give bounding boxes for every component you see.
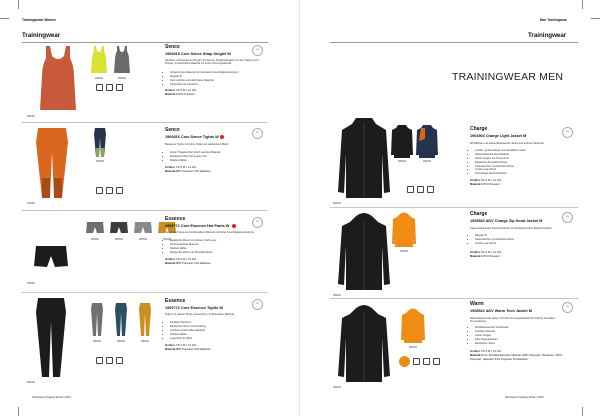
feature-item: • Leichte, geräuschlose und winddichte Jacke (475, 149, 575, 153)
feature-item: • Flatlock-Nähte (170, 333, 270, 337)
feature-item: • Wasserabweisendes Material (475, 153, 575, 157)
swatch-code: 595000 (163, 238, 171, 241)
feature-list (470, 234, 575, 246)
product-description: Weiches und bequemes Singlet mit dünnen Spaghettiträgern für das Training und Fitness. Funktionelles Material mit hoher Atmungsaktivität. (165, 59, 259, 66)
swatch-code: 980000 (141, 340, 149, 343)
material-value: 100% Polyester (481, 254, 500, 258)
spec-block (470, 251, 502, 259)
new-marker (220, 135, 224, 139)
feature-icons (96, 357, 123, 364)
swatch-code: 999000 (118, 77, 126, 80)
material-label: Material: (165, 347, 177, 351)
feature-item: • Elastischer Saum (475, 342, 575, 346)
sizes-label: Größen: (165, 166, 176, 169)
page-category: Trainingswear Women (22, 18, 56, 22)
feature-item: • Große Logo-Prints (475, 168, 575, 172)
jacket-swatch-black (391, 125, 413, 159)
feature-item: • Regular fit (475, 234, 575, 238)
product-name: Charge (470, 126, 488, 132)
product-sku: 1906815 Core Sence Strap Singlet W (165, 52, 231, 56)
section-title: Trainingwear (528, 32, 567, 39)
spec-block (165, 166, 211, 174)
product-divider (22, 292, 268, 293)
certification-badge: XS (252, 128, 263, 139)
material-value: 100% Polyester (481, 182, 500, 186)
jacket-main-image (338, 118, 390, 200)
product-description: Bequeme Tights mit hoher Taille und elastischem Bund. (165, 143, 229, 146)
material-value: 88% Polyester 12% Elasthan (176, 347, 211, 351)
breathable-icon (96, 187, 103, 194)
new-marker (232, 224, 236, 228)
swatch-code: 580000 (400, 250, 408, 253)
product-divider (22, 210, 268, 211)
product-description: Wärmeisolierende Jacke mit hoher Atmungsaktivität für Training bei kalten Temperaturen. (470, 317, 556, 324)
feature-list (165, 151, 270, 163)
product-name: Sence (165, 127, 180, 133)
spec-block (165, 344, 211, 352)
breathable-icon (417, 186, 424, 193)
certification-badge: XS (562, 302, 573, 313)
main-code: 999000 (333, 386, 341, 389)
feature-item: • Seitentaschen mit Reißverschluss (475, 238, 575, 242)
spec-block (165, 89, 197, 97)
hoodie-main-image (338, 304, 390, 384)
singlet-swatch-grey (114, 46, 130, 74)
feature-item: • Perfekte Passform (170, 321, 270, 325)
swatch-code: 985000 (115, 238, 123, 241)
singlet-swatch-lime (91, 46, 107, 74)
product-sku: 1906816 Core Sence Tights W (165, 135, 219, 139)
sizes-value: XS S M L XL 2XL (481, 350, 502, 353)
hotpants-swatch-charcoal (110, 222, 128, 234)
product-sku: 1904503 Charge Light Jacket M (470, 134, 527, 138)
page-big-title: TRAININGWEAR MEN (452, 71, 564, 83)
certification-badge: XS (252, 217, 263, 228)
crop-mark (0, 9, 9, 19)
sizes-label: Größen: (165, 344, 176, 347)
tights-swatch-teal (114, 303, 128, 337)
stretch-icon (106, 187, 113, 194)
product-name: Essence (165, 298, 186, 304)
product-sku: 1908520 ADV Charge Zip Hood Jacket M (470, 219, 543, 223)
product-sku: 1908522 ADV Warm Tech Jacket M (470, 309, 532, 313)
color-dot-badge (399, 356, 410, 367)
hotpants-swatch-grey2 (134, 222, 152, 234)
page-footer: Workwear Katalog Winter 2023 (505, 395, 544, 399)
product-description: Kurze Hot Pants aus funktionellem Material mit hoher Feuchtigkeitsaufnahme. (165, 231, 255, 234)
material-value: 88% Polyester 12% Elasthan (176, 169, 211, 173)
crop-mark (582, 407, 592, 416)
product-name: Sence (165, 44, 180, 50)
crop-mark (9, 407, 19, 416)
feature-item: • Körperbetonte Passform (170, 83, 270, 87)
product-description: Tights mit weitem Bund und leichtem, funktionellem Material. (165, 313, 235, 316)
material-label: Material: (165, 92, 177, 96)
feature-item: • Elastischer Bund für besten Sitz (170, 155, 270, 159)
hotpants-main-image (34, 246, 68, 268)
certification-badge: XS (252, 45, 263, 56)
hoodie-swatch-orange (392, 212, 416, 248)
feature-list (165, 71, 270, 87)
swatch-code: 999000 (96, 160, 104, 163)
sizes-label: Größen: (165, 89, 176, 92)
feature-item: • Hoher Kragen (475, 334, 575, 338)
singlet-main-image (38, 46, 78, 112)
product-name: Essence (165, 216, 186, 222)
feature-item: • Regular fit (170, 75, 270, 79)
feature-item: • Zwei Seitentaschen (475, 338, 575, 342)
feature-icons (413, 358, 440, 365)
sizes-label: Größen: (470, 179, 481, 182)
feature-list (470, 149, 575, 176)
swatch-code: 485000 (95, 77, 103, 80)
product-divider (330, 207, 578, 208)
washing-icon (433, 358, 440, 365)
feature-item: • Hoher Kragen mit Kinnschutz (475, 157, 575, 161)
washing-icon (116, 84, 123, 91)
swatch-code: 985000 (139, 238, 147, 241)
washing-icon (116, 357, 123, 364)
swatch-code: 985000 (117, 340, 125, 343)
sizes-label: Größen: (165, 258, 176, 261)
product-divider (330, 298, 578, 299)
feature-item: • Elastische Ärmelabschlüsse (475, 161, 575, 165)
main-code: 430000 (27, 202, 35, 205)
spec-block (470, 350, 570, 361)
certification-badge: XS (252, 299, 263, 310)
windproof-icon (407, 186, 414, 193)
feature-icons (96, 187, 123, 194)
main-code: 999000 (333, 202, 341, 205)
feature-item: • Große Logo-Prints (475, 242, 575, 246)
feature-item: • Leichtes Material (475, 330, 575, 334)
tights-swatch-navy (92, 128, 108, 158)
tights-main-image (32, 128, 72, 200)
divider (22, 42, 268, 43)
swatch-code: 580000 (409, 346, 417, 349)
material-value: Front: Windabweisendes Material 100% Polyester; Rückseite: 100% Polyester; Hauptteil: 94% Polyester 6% Elasthan (470, 353, 563, 361)
feature-item: • Seitentaschen mit Reißverschluss (475, 165, 575, 169)
product-name: Warm (470, 301, 484, 307)
main-code: 999000 (27, 381, 35, 384)
certification-badge: XS (562, 212, 573, 223)
feature-item: • Elastischer Bund mit großem Craft-Logo (170, 239, 270, 243)
material-label: Material: (165, 261, 177, 265)
feature-item: • Hoher Tragekomfort durch weiches Material (170, 151, 270, 155)
crop-mark (9, 0, 19, 9)
main-code: 999000 (27, 282, 35, 285)
material-label: Material: (470, 353, 482, 357)
hotpants-swatch-grey (86, 222, 104, 234)
feature-item: • Logo-Print am Bein (170, 337, 270, 341)
breathable-icon (423, 358, 430, 365)
sizes-value: XS S M L XL 2XL (481, 251, 502, 254)
main-code: 485000 (27, 115, 35, 118)
washing-icon (427, 186, 434, 193)
swatch-code: 985000 (93, 340, 101, 343)
page-footer: Workwear Katalog Winter 2023 (32, 395, 71, 399)
breathable-icon (96, 84, 103, 91)
tights-main-image (34, 298, 68, 378)
sizes-value: XS S M L XL 2XL (176, 344, 197, 347)
sizes-value: XS S M L XL 2XL (176, 258, 197, 261)
spec-block (470, 179, 502, 187)
page-category: Men Trainingwear (540, 18, 567, 22)
feature-item: • Sehr weiches und dehnbares Material (170, 79, 270, 83)
feature-item: • Flatlock-Nähte (170, 159, 270, 163)
right-page (300, 0, 600, 416)
stretch-icon (106, 84, 113, 91)
material-value: 100% Polyester (176, 92, 195, 96)
feature-item: • Atmungsaktives Material (170, 243, 270, 247)
product-description: Winddichte und wasserabweisende Jacke aus leichtem Material. (470, 142, 545, 145)
stretch-icon (106, 357, 113, 364)
product-sku: 1909772 Core Essence Hot Pants W (165, 224, 230, 228)
material-label: Material: (470, 182, 482, 186)
windproof-icon (413, 358, 420, 365)
hoodie-main-image (338, 212, 390, 292)
swatch-code: 390000 (423, 160, 431, 163)
product-name: Charge (470, 211, 488, 217)
swatch-code: 985000 (91, 238, 99, 241)
sizes-value: XS S M L XL 2XL (481, 179, 502, 182)
feature-item: • Elastischer Bund mit Kordelzug (170, 325, 270, 329)
section-title: Trainingwear (22, 32, 61, 39)
hoodie-swatch-orange (401, 308, 425, 344)
crop-mark (591, 9, 600, 19)
feature-item: • Breites Bündchen am Beinabschluss (170, 251, 270, 255)
washing-icon (116, 187, 123, 194)
jacket-swatch-navy (416, 125, 438, 159)
feature-icons (96, 84, 123, 91)
sizes-value: XS S M L XL 2XL (176, 89, 197, 92)
crop-mark (582, 0, 592, 9)
sizes-label: Größen: (470, 251, 481, 254)
material-value: 88% Polyester 12% Elasthan (176, 261, 211, 265)
feature-list (165, 321, 270, 340)
feature-item: • Leichtes funktionelles Material (170, 329, 270, 333)
feature-item: • Zwei-Wege-Reißverschluss (475, 172, 575, 176)
feature-icons (407, 186, 434, 193)
sizes-value: XS S M L XL 2XL (176, 166, 197, 169)
tights-swatch-grey (90, 303, 104, 337)
spec-block (165, 258, 211, 266)
material-label: Material: (470, 254, 482, 258)
sizes-label: Größen: (470, 350, 481, 353)
feature-item: • Vorgeformtes Material mit optimalem Feuchtigkeitstransport (170, 71, 270, 75)
breathable-icon (96, 357, 103, 364)
feature-list (470, 326, 575, 345)
certification-badge: XS (562, 127, 573, 138)
feature-item: • Flatlock-Nähte (170, 247, 270, 251)
divider (330, 42, 578, 43)
feature-item: • Windabweisende Vorderseite (475, 326, 575, 330)
product-divider (22, 122, 268, 123)
tights-swatch-ochre (138, 303, 152, 337)
product-description: Kapuzenjacke aus Stretchmaterial mit durchgehendem Reißverschluss. (470, 227, 553, 230)
swatch-code: 999000 (398, 160, 406, 163)
feature-list (165, 239, 270, 255)
product-sku: 1909772 Core Essence Tights W (165, 306, 223, 310)
main-code: 999000 (333, 294, 341, 297)
material-label: Material: (165, 169, 177, 173)
